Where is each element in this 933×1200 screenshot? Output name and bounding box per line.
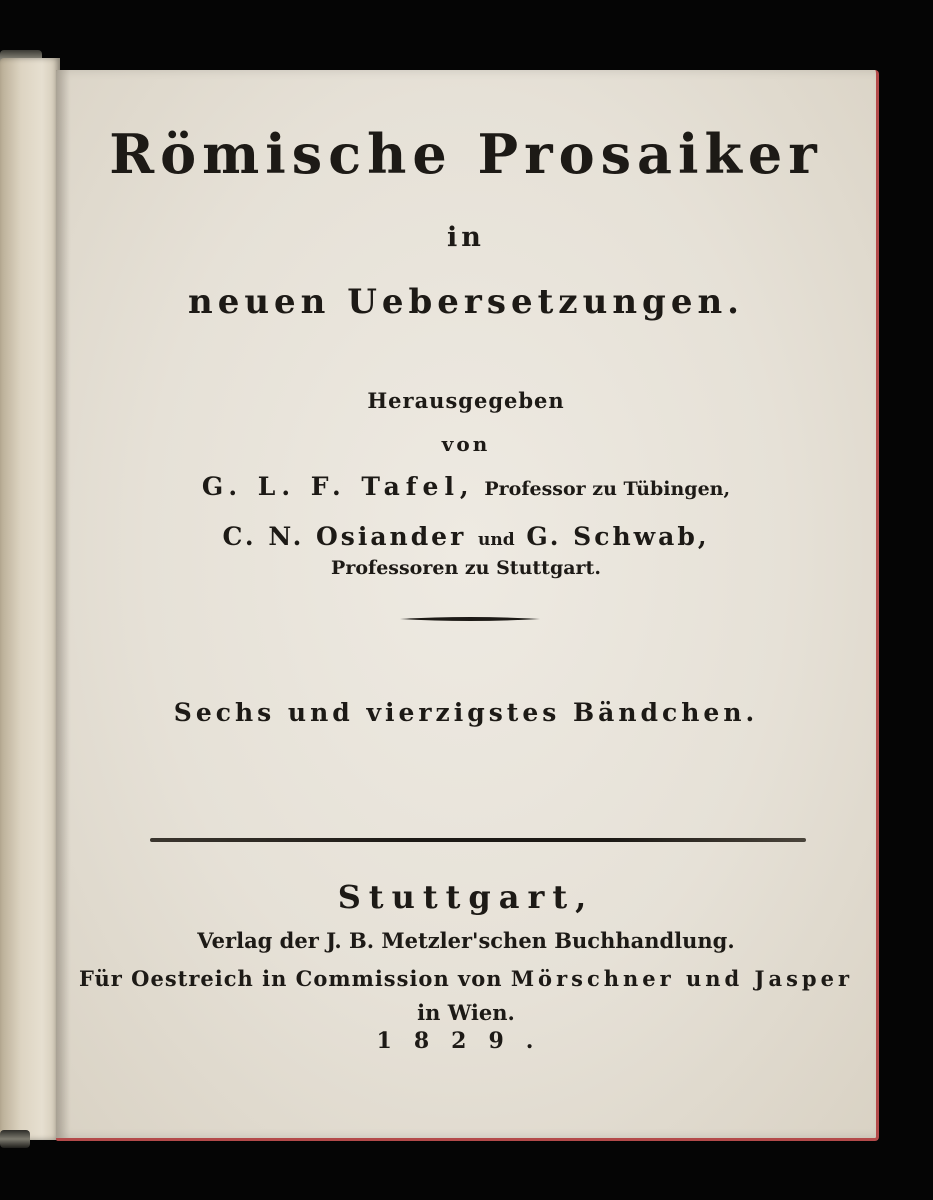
editor-line-1 [56,472,876,501]
book-spine-bottom [0,1130,30,1148]
book-subtitle: neuen Uebersetzungen. [187,282,745,322]
volume-label: Sechs und vierzigstes Bändchen. [173,698,759,727]
editor2-name-a: C. N. Osiander [222,522,467,551]
by-word: von [441,432,491,456]
ornament-rule [400,616,540,622]
editor1-name: G. L. F. Tafel, [201,472,475,501]
title-connector: in [447,222,485,253]
publication-city: Stuttgart, [337,878,595,916]
editor2-and: und [477,530,515,550]
editors-role: Professoren zu Stuttgart. [331,557,601,579]
divider-rule [150,838,806,842]
title-page [56,70,879,1141]
left-page-edge [0,58,60,1140]
commission-names: Mörschner und Jasper [510,966,854,991]
editor1-role: Professor zu Tübingen, [484,478,731,500]
publisher-line: Verlag der J. B. Metzler'schen Buchhandlung. [197,928,735,953]
book-title: Römische Prosaiker [109,122,823,186]
commission-prefix: Für Oestreich in Commission von [78,966,503,991]
editor-intro: Herausgegeben [367,388,565,413]
editor2-name-b: G. Schwab, [526,522,710,551]
publication-year: 1829. [376,1028,556,1054]
commission-place: in Wien. [417,1000,515,1025]
editor-line-2 [56,522,876,551]
commission-line [56,966,876,991]
